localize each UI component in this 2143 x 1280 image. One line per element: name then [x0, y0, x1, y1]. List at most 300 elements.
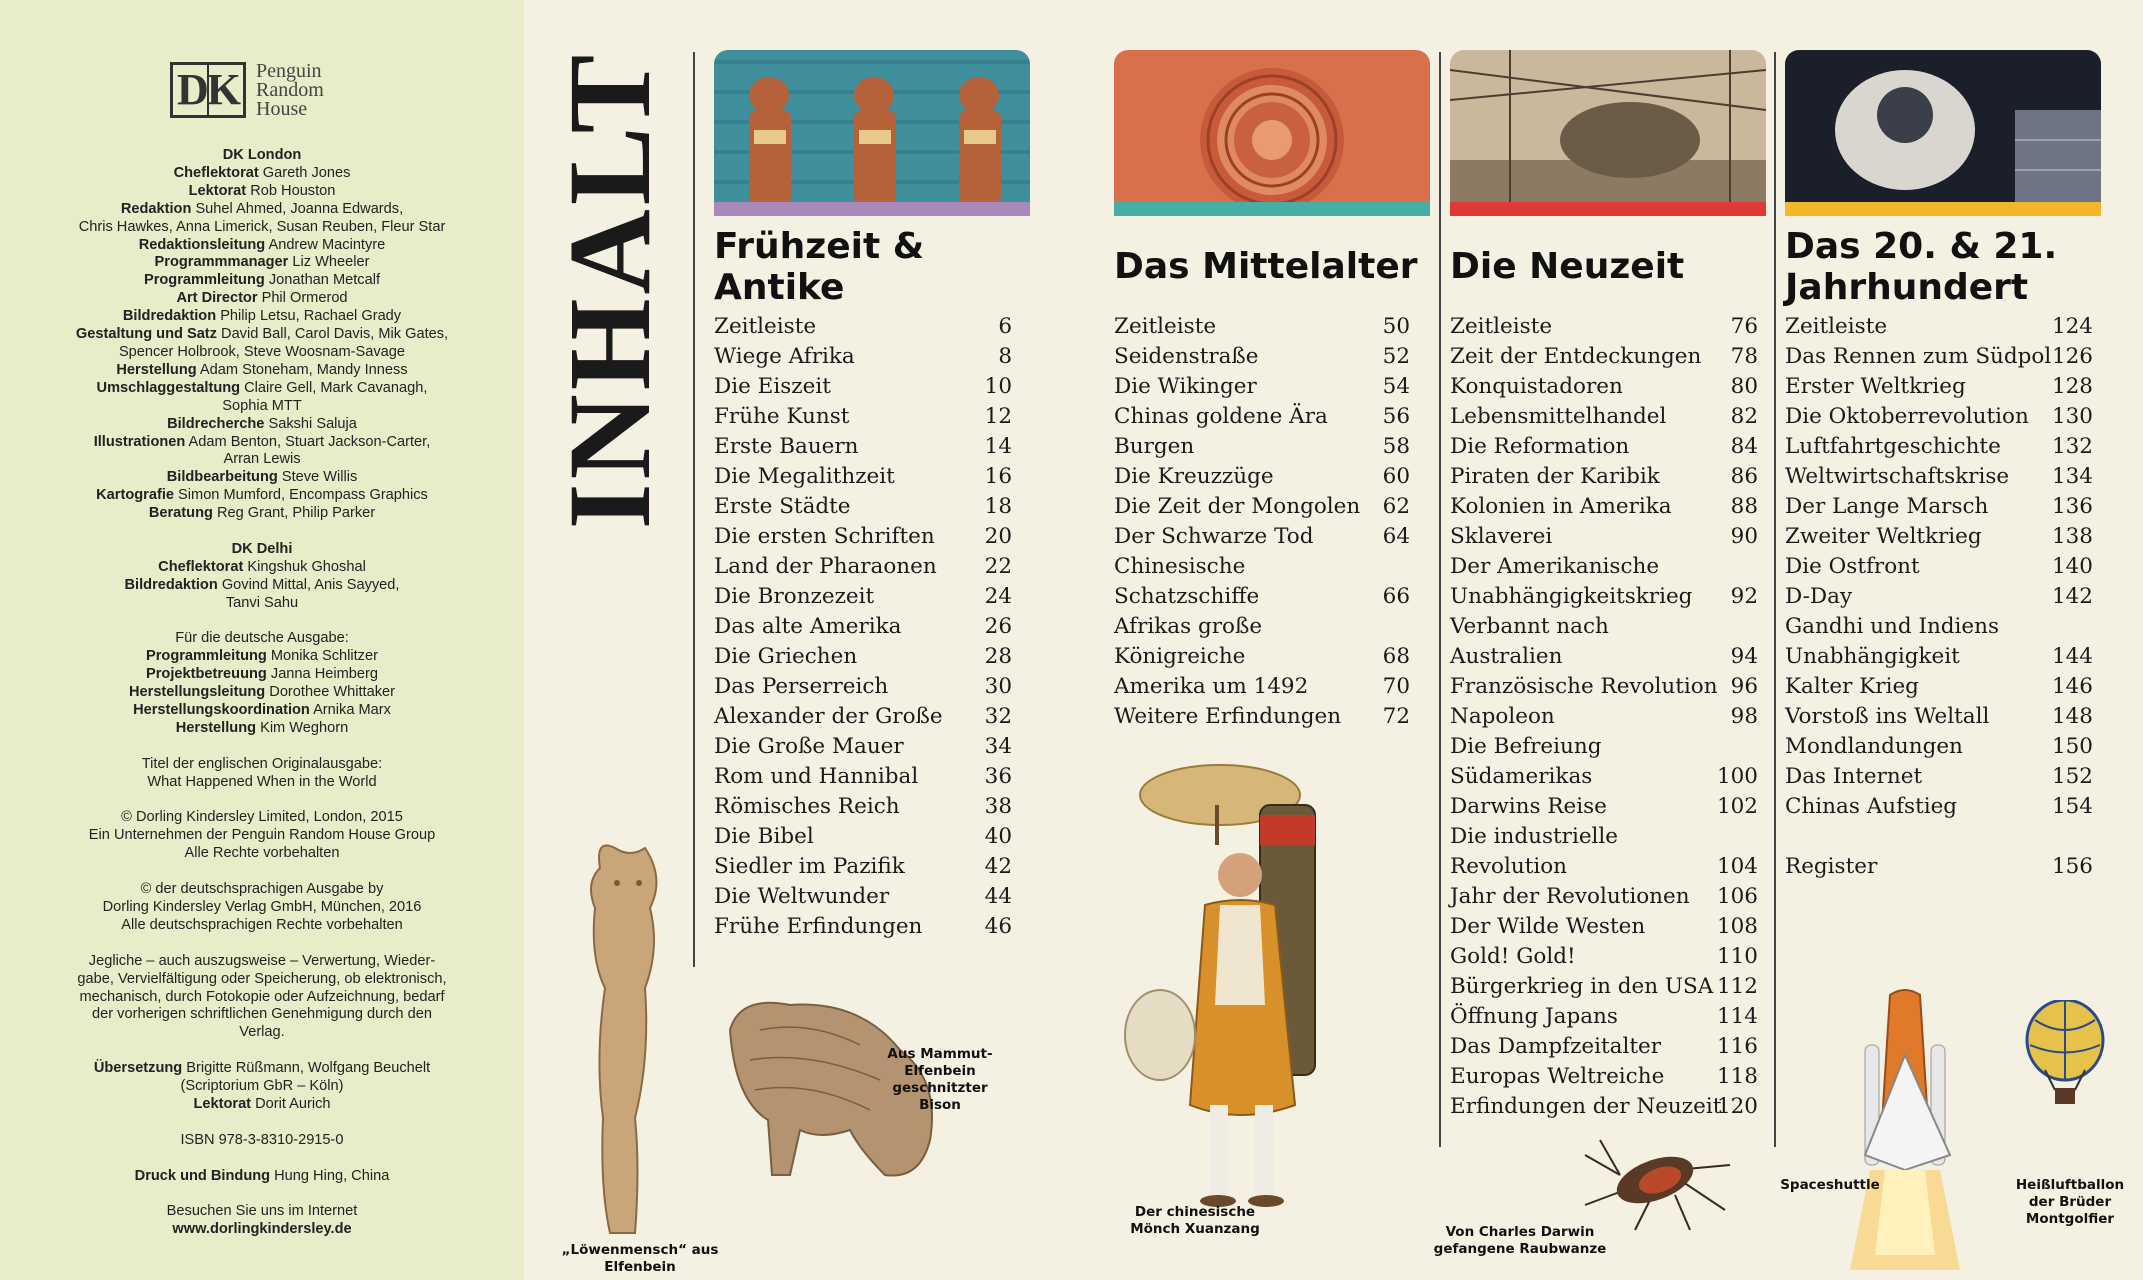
toc-entry[interactable] [714, 852, 1012, 882]
credit-names: mechanisch, durch Fotokopie oder Aufzeichnung, bedarf [79, 988, 445, 1005]
toc-entry[interactable] [1785, 492, 2093, 522]
toc-entry[interactable] [1450, 942, 1758, 972]
toc-entry-page: 156 [2051, 854, 2093, 879]
toc-entry[interactable] [1450, 342, 1758, 372]
credit-names: Für die deutsche Ausgabe: [175, 630, 349, 647]
credit-names: Jegliche – auch auszugsweise – Verwertung, Wieder- [88, 952, 436, 969]
caption-hot-air-balloon: Heißluftballon der Brüder Montgolfier [2015, 1177, 2125, 1227]
toc-entry[interactable] [1114, 492, 1410, 522]
toc-entry-page: 14 [984, 434, 1012, 459]
toc-entry[interactable] [714, 372, 1012, 402]
toc-entry-title: Die Große Mauer [714, 734, 904, 759]
toc-entry-page: 36 [984, 764, 1012, 789]
toc-list-antiquity [714, 312, 1012, 942]
credit-line [40, 881, 484, 899]
toc-entry-title: Luftfahrtgeschichte [1785, 434, 2001, 459]
toc-entry-page: 112 [1716, 974, 1758, 999]
toc-entry-title: Weitere Erfindungen [1114, 704, 1342, 729]
credits-spacer [40, 1042, 484, 1060]
toc-entry-title: Weltwirtschaftskrise [1785, 464, 2010, 489]
toc-entry[interactable] [1114, 582, 1410, 612]
toc-entry-title: Französische Revolution [1450, 674, 1718, 699]
toc-entry-page: 152 [2051, 764, 2093, 789]
toc-entry[interactable] [1450, 372, 1758, 402]
column-divider [1439, 52, 1441, 1147]
toc-entry-page: 60 [1382, 464, 1410, 489]
credit-line [40, 827, 484, 845]
toc-entry-title: Vorstoß ins Weltall [1785, 704, 1990, 729]
toc-entry[interactable] [1450, 402, 1758, 432]
toc-entry[interactable] [1114, 672, 1410, 702]
toc-entry[interactable] [1114, 342, 1410, 372]
toc-entry-title: Das Dampfzeitalter [1450, 1034, 1661, 1059]
toc-entry[interactable] [1450, 762, 1758, 792]
toc-entry[interactable] [714, 342, 1012, 372]
toc-entry[interactable] [1114, 312, 1410, 342]
toc-entry[interactable] [714, 822, 1012, 852]
credit-names: Reg Grant, Philip Parker [212, 505, 376, 522]
credit-role: Übersetzung [93, 1060, 183, 1077]
credit-names: Kim Weghorn [256, 719, 349, 736]
credit-names: Govind Mittal, Anis Sayyed, [217, 576, 400, 593]
toc-entry-page: 44 [984, 884, 1012, 909]
toc-entry[interactable] [1450, 702, 1758, 732]
credit-role: Programmleitung [143, 272, 265, 289]
credit-line [40, 201, 484, 219]
section-title-middle-ages: Das Mittelalter [1114, 246, 1418, 287]
toc-entry-page: 130 [2051, 404, 2093, 429]
toc-entry[interactable] [1785, 312, 2093, 342]
credit-role: Beratung [148, 505, 213, 522]
toc-entry-title: Kalter Krieg [1785, 674, 1919, 699]
column-divider [693, 52, 695, 967]
toc-entry[interactable] [1450, 462, 1758, 492]
credit-names: gabe, Vervielfältigung oder Speicherung, ob elektronisch, [77, 970, 447, 987]
credits-sidebar [0, 0, 524, 1280]
toc-entry[interactable] [714, 762, 1012, 792]
credit-line [40, 541, 484, 559]
toc-entry[interactable] [714, 702, 1012, 732]
toc-entry-page: 150 [2051, 734, 2093, 759]
toc-entry-page: 142 [2051, 584, 2093, 609]
credit-role: Bildredaktion [124, 576, 218, 593]
toc-entry[interactable] [1785, 642, 2093, 672]
toc-entry-title: Die Bibel [714, 824, 814, 849]
credit-names: Dorothee Whittaker [265, 684, 395, 701]
credits-spacer [40, 523, 484, 541]
credit-line [40, 774, 484, 792]
credit-role: Kartografie [96, 487, 174, 504]
toc-list-modern-era [1450, 312, 1758, 1122]
toc-entry[interactable] [1450, 792, 1758, 822]
toc-entry-title: Unabhängigkeitskrieg [1450, 584, 1693, 609]
caption-monk: Der chinesische Mönch Xuanzang [1130, 1204, 1260, 1237]
toc-entry[interactable] [1450, 492, 1758, 522]
credit-line [40, 272, 484, 290]
credit-line [40, 237, 484, 255]
toc-entry[interactable] [1450, 972, 1758, 1002]
credit-line [40, 165, 484, 183]
toc-entry-page: 146 [2051, 674, 2093, 699]
toc-entry[interactable] [1785, 552, 2093, 582]
toc-entry-page: 108 [1716, 914, 1758, 939]
toc-entry-page: 52 [1382, 344, 1410, 369]
credit-role: Bildbearbeitung [166, 469, 278, 486]
credit-names: Dorit Aurich [251, 1095, 331, 1112]
credit-names: Adam Benton, Stuart Jackson-Carter, [185, 433, 431, 450]
toc-entry-title: Römisches Reich [714, 794, 900, 819]
toc-entry-title: Alexander der Große [714, 704, 943, 729]
credit-line [40, 1024, 484, 1042]
toc-entry-page: 54 [1382, 374, 1410, 399]
toc-entry[interactable] [1114, 522, 1410, 552]
toc-entry-page: 100 [1716, 764, 1758, 789]
credit-role: Bildrecherche [167, 415, 265, 432]
toc-entry-title: Zeitleiste [1785, 314, 1888, 339]
credit-role: Cheflektorat [158, 558, 244, 575]
credit-role: Umschlaggestaltung [96, 379, 241, 396]
credit-line [40, 1132, 484, 1150]
toc-entry-title: Amerika um 1492 [1114, 674, 1309, 699]
toc-entry-page: 98 [1730, 704, 1758, 729]
toc-entry-page: 132 [2051, 434, 2093, 459]
credit-names: Janna Heimberg [266, 666, 378, 683]
credit-names: Claire Gell, Mark Cavanagh, [240, 379, 428, 396]
toc-entry[interactable] [714, 732, 1012, 762]
credit-line [40, 1203, 484, 1221]
toc-entry-page: 64 [1382, 524, 1410, 549]
toc-entry-title: Die Eiszeit [714, 374, 831, 399]
credit-names: © der deutschsprachigen Ausgabe by [140, 881, 384, 898]
toc-entry-page: 50 [1382, 314, 1410, 339]
toc-entry-title: Der Amerikanische [1450, 554, 1660, 579]
credit-names: Andrew Macintyre [265, 236, 386, 253]
toc-entry[interactable] [1450, 732, 1758, 762]
toc-entry[interactable] [1450, 1002, 1758, 1032]
toc-entry[interactable] [1450, 312, 1758, 342]
toc-entry[interactable] [714, 492, 1012, 522]
toc-entry[interactable] [1114, 372, 1410, 402]
toc-entry[interactable] [1450, 852, 1758, 882]
caption-lion-man: „Löwenmensch“ aus Elfenbein [561, 1242, 719, 1275]
toc-entry[interactable] [1785, 582, 2093, 612]
lion-man-illustration [555, 838, 705, 1243]
credits-spacer [40, 1150, 484, 1168]
toc-entry[interactable] [1450, 672, 1758, 702]
toc-entry[interactable] [1114, 642, 1410, 672]
toc-entry[interactable] [1785, 732, 2093, 762]
credit-names: Tanvi Sahu [225, 594, 299, 611]
toc-entry-title: Die Weltwunder [714, 884, 890, 909]
toc-entry-title: Europas Weltreiche [1450, 1064, 1665, 1089]
toc-entry-title: Der Schwarze Tod [1114, 524, 1314, 549]
toc-entry[interactable] [714, 882, 1012, 912]
toc-entry[interactable] [714, 792, 1012, 822]
credit-names: Alle deutschsprachigen Rechte vorbehalten [121, 916, 403, 933]
toc-entry-title: D-Day [1785, 584, 1853, 609]
toc-entry-page: 12 [984, 404, 1012, 429]
toc-entry-page: 116 [1716, 1034, 1758, 1059]
credit-role: Programmmanager [154, 254, 289, 271]
space-shuttle-illustration [1810, 985, 2000, 1270]
toc-entry-page: 136 [2051, 494, 2093, 519]
toc-entry[interactable] [714, 462, 1012, 492]
toc-entry-title: Zweiter Weltkrieg [1785, 524, 1982, 549]
credit-role: Druck und Bindung [134, 1167, 271, 1184]
toc-entry-page: 118 [1716, 1064, 1758, 1089]
toc-entry-page: 120 [1716, 1094, 1758, 1119]
toc-entry-title: Zeitleiste [714, 314, 817, 339]
toc-entry[interactable] [714, 312, 1012, 342]
page-title: INHALT [544, 50, 675, 530]
toc-entry-title: Wiege Afrika [714, 344, 855, 369]
toc-entry[interactable] [1450, 822, 1758, 852]
toc-entry-page: 62 [1382, 494, 1410, 519]
credit-line [40, 1060, 484, 1078]
toc-entry-title: Jahr der Revolutionen [1450, 884, 1690, 909]
toc-entry[interactable] [1785, 672, 2093, 702]
toc-entry-page: 26 [984, 614, 1012, 639]
toc-list-20th-century [1785, 312, 2093, 882]
credit-line [40, 326, 484, 344]
toc-entry[interactable] [1785, 462, 2093, 492]
toc-entry-title: Das Internet [1785, 764, 1923, 789]
toc-entry-title: Frühe Kunst [714, 404, 850, 429]
credit-line [40, 380, 484, 398]
credit-names: David Ball, Carol Davis, Mik Gates, [216, 326, 449, 343]
toc-entry[interactable] [714, 432, 1012, 462]
credit-line [40, 702, 484, 720]
toc-entry[interactable] [1450, 432, 1758, 462]
caption-assassin-bug: Von Charles Darwin gefangene Raubwanze [1433, 1224, 1607, 1257]
toc-entry-title: Erster Weltkrieg [1785, 374, 1966, 399]
toc-entry-title: Verbannt nach [1450, 614, 1609, 639]
credit-names: Besuchen Sie uns im Internet [166, 1203, 358, 1220]
toc-entry-title: Siedler im Pazifik [714, 854, 905, 879]
credit-names: Hung Hing, China [270, 1167, 390, 1184]
credits-spacer [40, 613, 484, 631]
credit-role: DK Delhi [231, 540, 293, 557]
toc-entry[interactable] [1114, 432, 1410, 462]
toc-entry[interactable] [1450, 612, 1758, 642]
toc-entry[interactable] [1450, 642, 1758, 672]
toc-entry-page: 92 [1730, 584, 1758, 609]
credit-names: Philip Letsu, Rachael Grady [216, 308, 402, 325]
toc-entry-page: 56 [1382, 404, 1410, 429]
toc-entry[interactable] [1785, 402, 2093, 432]
toc-entry-page: 8 [998, 344, 1012, 369]
credit-names: Phil Ormerod [257, 290, 348, 307]
toc-entry-title: Öffnung Japans [1450, 1004, 1618, 1029]
toc-entry[interactable] [1785, 762, 2093, 792]
toc-entry[interactable] [1785, 522, 2093, 552]
toc-entry[interactable] [714, 552, 1012, 582]
toc-entry-page: 80 [1730, 374, 1758, 399]
toc-entry-page: 42 [984, 854, 1012, 879]
toc-entry[interactable] [1450, 552, 1758, 582]
credit-role: Herstellung [116, 361, 197, 378]
toc-entry-title: Das Perserreich [714, 674, 889, 699]
toc-entry-page: 114 [1716, 1004, 1758, 1029]
toc-entry-page: 76 [1730, 314, 1758, 339]
toc-entry[interactable] [1450, 1092, 1758, 1122]
credit-role: Projektbetreuung [146, 666, 267, 683]
toc-entry[interactable] [1785, 702, 2093, 732]
penguin-random-house-logo: Penguin Random House [256, 60, 324, 120]
toc-entry[interactable] [1450, 1062, 1758, 1092]
credit-line [40, 1168, 484, 1186]
toc-entry-title: Darwins Reise [1450, 794, 1607, 819]
toc-entry[interactable] [1785, 792, 2093, 822]
toc-entry-title: Zeit der Entdeckungen [1450, 344, 1702, 369]
header-image-20th-century [1785, 50, 2101, 215]
credit-role: Redaktionsleitung [138, 236, 266, 253]
toc-entry-page: 16 [984, 464, 1012, 489]
toc-entry[interactable] [1785, 372, 2093, 402]
toc-entry[interactable] [714, 912, 1012, 942]
credit-names: © Dorling Kindersley Limited, London, 2015 [121, 809, 403, 826]
toc-entry-page: 22 [984, 554, 1012, 579]
credits-spacer [40, 1185, 484, 1203]
credit-line [40, 577, 484, 595]
credits-spacer [40, 863, 484, 881]
credit-line [40, 254, 484, 272]
credits-text [40, 147, 484, 1239]
toc-entry-title: Chinesische [1114, 554, 1246, 579]
toc-entry-page: 102 [1716, 794, 1758, 819]
credit-names: Ein Unternehmen der Penguin Random House Group [88, 827, 436, 844]
credit-names: Titel der englischen Originalausgabe: [141, 755, 383, 772]
toc-entry[interactable] [1785, 852, 2093, 882]
toc-entry[interactable] [714, 642, 1012, 672]
toc-entry[interactable] [1450, 522, 1758, 552]
toc-entry-page: 18 [984, 494, 1012, 519]
toc-entry-title: Kolonien in Amerika [1450, 494, 1672, 519]
credit-line [40, 416, 484, 434]
toc-entry[interactable] [714, 522, 1012, 552]
toc-entry-title: Die Wikinger [1114, 374, 1257, 399]
credit-line [40, 809, 484, 827]
toc-entry-title: Unabhängigkeit [1785, 644, 1960, 669]
credit-role: Art Director [176, 290, 258, 307]
header-bar-middle-ages [1114, 202, 1430, 216]
header-bar-20th-century [1785, 202, 2101, 216]
toc-entry[interactable] [714, 582, 1012, 612]
credit-line [40, 971, 484, 989]
toc-entry[interactable] [1114, 702, 1410, 732]
credit-line [40, 684, 484, 702]
credit-line [40, 219, 484, 237]
toc-entry-title: Burgen [1114, 434, 1195, 459]
toc-entry[interactable] [1450, 582, 1758, 612]
dk-logo: DK [170, 62, 246, 118]
credit-names: Arran Lewis [223, 451, 301, 468]
toc-entry[interactable] [1114, 462, 1410, 492]
credit-names: Kingshuk Ghoshal [243, 558, 366, 575]
section-title-modern-era: Die Neuzeit [1450, 246, 1685, 287]
toc-entry[interactable] [714, 612, 1012, 642]
credit-names: Rob Houston [246, 182, 336, 199]
credit-line [40, 1096, 484, 1114]
toc-entry[interactable] [1114, 402, 1410, 432]
header-image-modern-era [1450, 50, 1766, 215]
credit-names: Alle Rechte vorbehalten [184, 845, 340, 862]
header-bar-modern-era [1450, 202, 1766, 216]
toc-entry-page: 38 [984, 794, 1012, 819]
toc-entry-page: 70 [1382, 674, 1410, 699]
toc-entry[interactable] [714, 402, 1012, 432]
toc-entry[interactable] [1114, 552, 1410, 582]
credit-line [40, 290, 484, 308]
credits-spacer [40, 792, 484, 810]
toc-entry-page: 148 [2051, 704, 2093, 729]
toc-entry-title: Gandhi und Indiens [1785, 614, 2000, 639]
toc-entry-title: Revolution [1450, 854, 1568, 879]
toc-entry[interactable] [714, 672, 1012, 702]
credit-names: Jonathan Metcalf [264, 272, 381, 289]
toc-entry[interactable] [1450, 912, 1758, 942]
toc-entry-page: 144 [2051, 644, 2093, 669]
toc-entry-title: Mondlandungen [1785, 734, 1963, 759]
toc-entry-title: Die Oktoberrevolution [1785, 404, 2029, 429]
credit-line [40, 434, 484, 452]
toc-entry-page: 134 [2051, 464, 2093, 489]
toc-entry[interactable] [1450, 1032, 1758, 1062]
toc-entry-page: 34 [984, 734, 1012, 759]
caption-space-shuttle: Spaceshuttle [1780, 1177, 1880, 1193]
toc-entry-title: Die Bronzezeit [714, 584, 875, 609]
toc-entry-title: Die Megalithzeit [714, 464, 895, 489]
section-title-20th-century: Das 20. & 21. Jahrhundert [1785, 226, 2058, 308]
credit-role: Herstellungskoordination [133, 702, 310, 719]
toc-entry-page: 24 [984, 584, 1012, 609]
credit-line [40, 1006, 484, 1024]
credit-line [40, 989, 484, 1007]
toc-entry[interactable] [1114, 612, 1410, 642]
toc-entry[interactable] [1450, 882, 1758, 912]
toc-entry[interactable] [1785, 612, 2093, 642]
credit-line [40, 1221, 484, 1239]
credit-line [40, 1078, 484, 1096]
toc-entry-page: 94 [1730, 644, 1758, 669]
toc-entry[interactable] [1785, 822, 2093, 852]
credit-names: Monika Schlitzer [266, 648, 378, 665]
toc-entry[interactable] [1785, 432, 2093, 462]
credit-names: Gareth Jones [258, 164, 351, 181]
credit-role: Lektorat [188, 182, 247, 199]
toc-entry-title: Die Reformation [1450, 434, 1630, 459]
credit-names: (Scriptorium GbR – Köln) [180, 1078, 344, 1095]
credit-names: Suhel Ahmed, Joanna Edwards, [191, 200, 404, 217]
credits-spacer [40, 1114, 484, 1132]
credit-line [40, 720, 484, 738]
credit-role: Programmleitung [146, 648, 267, 665]
toc-entry-title: Die ersten Schriften [714, 524, 935, 549]
toc-entry[interactable] [1785, 342, 2093, 372]
publisher-logo [170, 62, 324, 119]
toc-entry-title: Konquistadoren [1450, 374, 1623, 399]
credit-role: Redaktion [120, 200, 192, 217]
credit-names: Adam Stoneham, Mandy Inness [196, 361, 408, 378]
toc-entry-title: Die Griechen [714, 644, 858, 669]
credit-names: Steve Willis [277, 469, 358, 486]
toc-entry-page: 30 [984, 674, 1012, 699]
toc-entry-title: Afrikas große [1114, 614, 1263, 639]
credit-role: Herstellung [175, 719, 257, 736]
toc-entry-page: 78 [1730, 344, 1758, 369]
header-image-middle-ages [1114, 50, 1430, 215]
toc-entry-title: Der Wilde Westen [1450, 914, 1646, 939]
